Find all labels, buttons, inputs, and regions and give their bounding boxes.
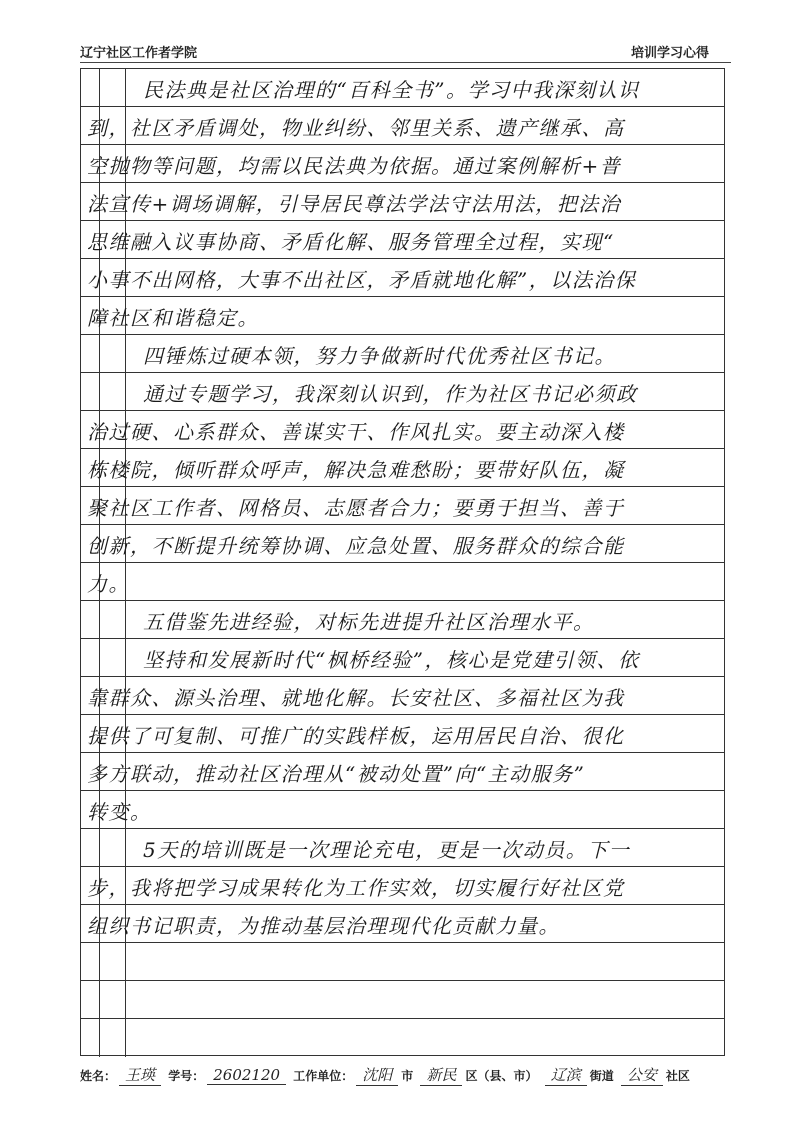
writing-line bbox=[81, 411, 724, 449]
writing-line bbox=[81, 335, 724, 373]
handwritten-line-text bbox=[87, 987, 720, 1017]
handwritten-line-text bbox=[87, 949, 720, 979]
writing-line bbox=[81, 525, 724, 563]
handwritten-line-text: 步，我将把学习成果转化为工作实效，切实履行好社区党 bbox=[87, 876, 625, 900]
student-info-footer bbox=[80, 1064, 690, 1086]
writing-line bbox=[81, 145, 724, 183]
writing-line bbox=[81, 183, 724, 221]
writing-line bbox=[81, 753, 724, 791]
handwritten-line-text: 空抛物等问题，均需以民法典为依据。通过案例解析+普 bbox=[87, 154, 622, 178]
student-id-value: 2602120 bbox=[207, 1066, 286, 1085]
community-suffix: 社区 bbox=[665, 1069, 690, 1083]
lined-writing-grid bbox=[80, 68, 725, 1056]
street-suffix: 街道 bbox=[589, 1069, 614, 1083]
institute-title: 辽宁社区工作者学院 bbox=[80, 46, 198, 61]
margin-mark bbox=[125, 373, 126, 411]
handwritten-line-text: 多方联动，推动社区治理从“被动处置”向“主动服务” bbox=[87, 762, 586, 786]
margin-mark bbox=[125, 829, 126, 867]
writing-line bbox=[81, 297, 724, 335]
handwritten-line-text: 治过硬、心系群众、善谋实干、作风扎实。要主动深入楼 bbox=[87, 420, 625, 444]
name-value: 王瑛 bbox=[119, 1064, 161, 1086]
writing-line bbox=[81, 221, 724, 259]
handwritten-line-text: 转变。 bbox=[87, 800, 152, 824]
writing-line bbox=[81, 487, 724, 525]
community-value: 公安 bbox=[621, 1064, 663, 1086]
margin-mark bbox=[99, 601, 100, 639]
city-value: 沈阳 bbox=[356, 1064, 398, 1086]
city-suffix: 市 bbox=[401, 1069, 414, 1083]
margin-mark bbox=[125, 69, 126, 107]
margin-mark bbox=[125, 639, 126, 677]
handwritten-line-text: 到，社区矛盾调处，物业纠纷、邻里关系、遗产继承、高 bbox=[87, 116, 625, 140]
handwritten-line-text: 5天的培训既是一次理论充电，更是一次动员。下一 bbox=[143, 838, 631, 862]
handwritten-line-text: 聚社区工作者、网格员、志愿者合力；要勇于担当、善于 bbox=[87, 496, 625, 520]
writing-line bbox=[81, 715, 724, 753]
student-id-label: 学号： bbox=[168, 1069, 205, 1083]
writing-line bbox=[81, 449, 724, 487]
margin-mark bbox=[99, 829, 100, 867]
handwritten-line-text: 提供了可复制、可推广的实践样板，运用居民自治、很化 bbox=[87, 724, 625, 748]
margin-mark bbox=[125, 601, 126, 639]
handwritten-line-text: 栋楼院，倾听群众呼声，解决急难愁盼；要带好队伍，凝 bbox=[87, 458, 625, 482]
margin-mark bbox=[125, 335, 126, 373]
handwritten-line-text: 坚持和发展新时代“枫桥经验”，核心是党建引领、依 bbox=[143, 648, 640, 672]
writing-line bbox=[81, 791, 724, 829]
handwritten-line-text bbox=[87, 1025, 720, 1055]
handwritten-line-text: 力。 bbox=[87, 572, 130, 596]
margin-mark bbox=[99, 639, 100, 677]
margin-mark bbox=[99, 335, 100, 373]
margin-mark bbox=[99, 69, 100, 107]
handwritten-line-text: 五借鉴先进经验，对标先进提升社区治理水平。 bbox=[143, 610, 595, 634]
handwritten-line-text: 创新，不断提升统筹协调、应急处置、服务群众的综合能 bbox=[87, 534, 625, 558]
handwritten-line-text: 障社区和谐稳定。 bbox=[87, 306, 259, 330]
writing-line bbox=[81, 69, 724, 107]
handwritten-line-text: 法宣传+调场调解，引导居民尊法学法守法用法，把法治 bbox=[87, 192, 622, 216]
district-value: 新民 bbox=[420, 1064, 462, 1086]
writing-line bbox=[81, 107, 724, 145]
document-title: 培训学习心得 bbox=[630, 46, 709, 61]
writing-line bbox=[81, 259, 724, 297]
handwritten-line-text: 民法典是社区治理的“百科全书”。学习中我深刻认识 bbox=[143, 78, 640, 102]
handwritten-line-text: 思维融入议事协商、矛盾化解、服务管理全过程，实现“ bbox=[87, 230, 615, 254]
name-label: 姓名： bbox=[80, 1069, 117, 1083]
work-unit-label: 工作单位： bbox=[293, 1069, 354, 1083]
writing-line bbox=[81, 1019, 724, 1057]
handwritten-line-text: 四锤炼过硬本领，努力争做新时代优秀社区书记。 bbox=[143, 344, 616, 368]
margin-mark bbox=[99, 373, 100, 411]
writing-line bbox=[81, 943, 724, 981]
handwritten-line-text: 小事不出网格，大事不出社区，矛盾就地化解”，以法治保 bbox=[87, 268, 637, 292]
handwritten-line-text: 组织书记职责，为推动基层治理现代化贡献力量。 bbox=[87, 914, 560, 938]
writing-line bbox=[81, 601, 724, 639]
writing-line bbox=[81, 639, 724, 677]
street-value: 辽滨 bbox=[545, 1064, 587, 1086]
writing-line bbox=[81, 677, 724, 715]
writing-line bbox=[81, 981, 724, 1019]
header-rule bbox=[80, 62, 731, 63]
district-suffix: 区（县、市） bbox=[465, 1069, 538, 1083]
handwritten-line-text: 靠群众、源头治理、就地化解。长安社区、多福社区为我 bbox=[87, 686, 625, 710]
handwritten-line-text: 通过专题学习，我深刻认识到，作为社区书记必须政 bbox=[143, 382, 638, 406]
writing-line bbox=[81, 373, 724, 411]
writing-line bbox=[81, 867, 724, 905]
writing-line bbox=[81, 563, 724, 601]
writing-line bbox=[81, 905, 724, 943]
writing-line bbox=[81, 829, 724, 867]
